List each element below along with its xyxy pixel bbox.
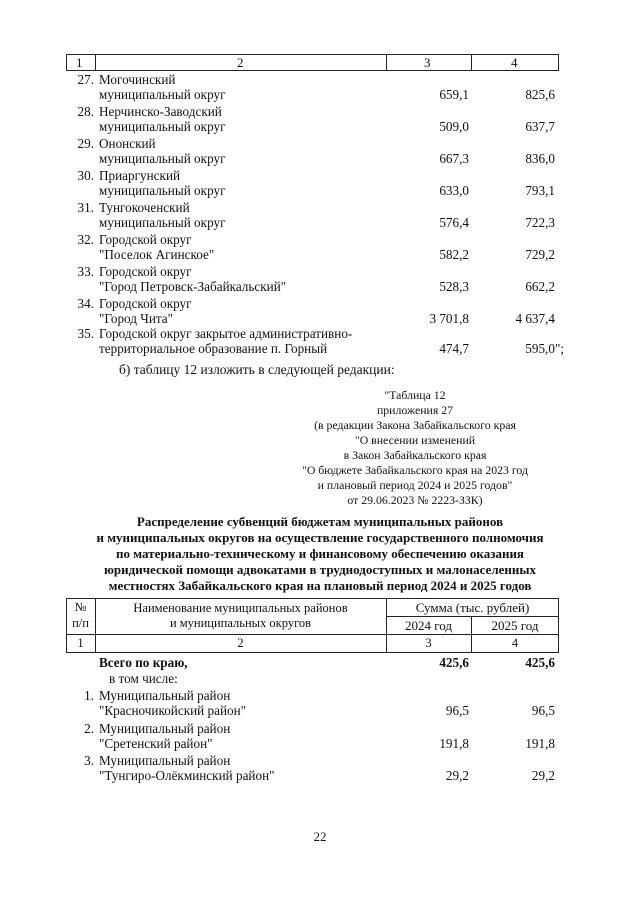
- title-line: юридической помощи адвокатами в труднодоступных и малонаселенных: [103, 562, 537, 577]
- table2-sum-divider: [386, 616, 559, 617]
- value-2024: 582,2: [439, 247, 469, 262]
- title-line: местностях Забайкальского края на плановый период 2024 и 2025 годов: [108, 578, 532, 593]
- row-label: "Тунгиро-Олёкминский район": [99, 768, 275, 783]
- row-number: 30.: [77, 168, 94, 183]
- row-label: Городской округ закрытое административно-: [99, 326, 353, 341]
- col-name-label: Наименование муниципальных районов: [133, 601, 348, 615]
- table1-col-divider: [95, 54, 96, 71]
- value-2024: 576,4: [439, 215, 469, 230]
- value-2025: 191,8: [525, 736, 555, 751]
- row-number: 35.: [77, 326, 94, 341]
- note-line: от 29.06.2023 № 2223-ЗЗК): [347, 493, 483, 507]
- row-label: муниципальный округ: [99, 183, 226, 198]
- value-2025: 662,2: [525, 279, 555, 294]
- row-label: "Сретенский район": [99, 736, 213, 751]
- row-label: Могочинский: [99, 72, 176, 87]
- total-label: Всего по краю,: [99, 655, 188, 670]
- col-index: 4: [511, 636, 519, 650]
- title-line: по материально-техническому и финансовому обеспечению оказания: [116, 546, 524, 561]
- value-2025: 96,5: [531, 703, 555, 718]
- col-index: 3: [425, 636, 432, 650]
- table1-col-index: 1: [76, 55, 83, 70]
- value-2024: 96,5: [445, 703, 469, 718]
- value-2025: 722,3: [525, 215, 555, 230]
- row-label: Муниципальный район: [99, 688, 231, 703]
- page-number: 22: [313, 829, 327, 844]
- row-label: Нерчинско-Заводский: [99, 104, 222, 119]
- note-line: и плановый период 2024 и 2025 годов": [317, 478, 513, 492]
- value-2025: 4 637,4: [515, 311, 555, 326]
- value-2025: 836,0: [525, 151, 555, 166]
- table1-header-frame: [66, 54, 559, 71]
- row-label: Приаргунский: [99, 168, 181, 183]
- value-2024: 528,3: [439, 279, 469, 294]
- value-2025: 29,2: [531, 768, 555, 783]
- row-label: муниципальный округ: [99, 215, 226, 230]
- row-label: Городской округ: [99, 232, 192, 247]
- col-2025-label: 2025 год: [491, 618, 539, 633]
- table1-col-index: 2: [237, 55, 244, 70]
- table1-col-index: 3: [424, 55, 431, 70]
- row-label: Городской округ: [99, 296, 192, 311]
- row-number: 32.: [77, 232, 94, 247]
- note-line: "Таблица 12: [384, 388, 446, 402]
- row-number: 31.: [77, 200, 94, 215]
- instruction-text: б) таблицу 12 изложить в следующей редакции:: [119, 362, 395, 377]
- row-label: муниципальный округ: [99, 119, 226, 134]
- total-2024: 425,6: [439, 655, 469, 670]
- total-2025: 425,6: [525, 655, 555, 670]
- note-line: (в редакции Закона Забайкальского края: [314, 418, 516, 432]
- value-2024: 191,8: [439, 736, 469, 751]
- col-number-label: п/п: [72, 616, 89, 630]
- value-2024: 659,1: [439, 87, 469, 102]
- row-label: муниципальный округ: [99, 151, 226, 166]
- col-number-label: №: [74, 600, 87, 614]
- col-sum-label: Сумма (тыс. рублей): [415, 600, 530, 615]
- table1-col-divider: [386, 54, 387, 71]
- col-name-label: и муниципальных округов: [169, 616, 312, 630]
- note-line: "О внесении изменений: [354, 433, 476, 447]
- row-label: Городской округ: [99, 264, 192, 279]
- value-2025: 637,7: [525, 119, 555, 134]
- value-2024: 509,0: [439, 119, 469, 134]
- row-label: "Город Чита": [99, 311, 174, 326]
- row-number: 28.: [77, 104, 94, 119]
- value-2025: 793,1: [525, 183, 555, 198]
- note-line: "О бюджете Забайкальского края на 2023 год: [302, 463, 528, 477]
- note-line: приложения 27: [376, 403, 454, 417]
- row-label: "Красночикойский район": [99, 703, 247, 718]
- value-2024: 633,0: [439, 183, 469, 198]
- row-label: территориальное образование п. Горный: [99, 341, 328, 356]
- table1-col-divider: [471, 54, 472, 71]
- value-2024: 474,7: [439, 341, 469, 356]
- including-label: в том числе:: [109, 671, 178, 686]
- row-label: "Поселок Агинское": [99, 247, 215, 262]
- row-number: 1.: [84, 688, 94, 703]
- row-label: муниципальный округ: [99, 87, 226, 102]
- col-index: 1: [77, 636, 84, 650]
- value-2024: 29,2: [445, 768, 469, 783]
- row-label: Муниципальный район: [99, 753, 231, 768]
- note-line: в Закон Забайкальского края: [343, 448, 487, 462]
- row-number: 2.: [84, 721, 94, 736]
- value-2025: 825,6: [525, 87, 555, 102]
- title-line: Распределение субвенций бюджетам муниципальных районов: [136, 514, 504, 529]
- value-2024: 667,3: [439, 151, 469, 166]
- row-number: 29.: [77, 136, 94, 151]
- table1-col-index: 4: [511, 55, 518, 70]
- row-label: Тунгокоченский: [99, 200, 190, 215]
- title-line: и муниципальных округов на осуществление государственного полномочия: [96, 530, 544, 545]
- row-label: Муниципальный район: [99, 721, 231, 736]
- value-2024: 3 701,8: [429, 311, 469, 326]
- col-2024-label: 2024 год: [405, 618, 452, 633]
- row-number: 27.: [77, 72, 94, 87]
- row-label: Ононский: [99, 136, 156, 151]
- row-number: 33.: [77, 264, 94, 279]
- row-number: 3.: [84, 753, 94, 768]
- row-number: 34.: [77, 296, 94, 311]
- row-label: "Город Петровск-Забайкальский": [99, 279, 287, 294]
- value-2025: 729,2: [525, 247, 555, 262]
- table2-index-divider: [66, 634, 559, 635]
- value-2025: 595,0";: [525, 341, 564, 356]
- col-index: 2: [237, 636, 244, 650]
